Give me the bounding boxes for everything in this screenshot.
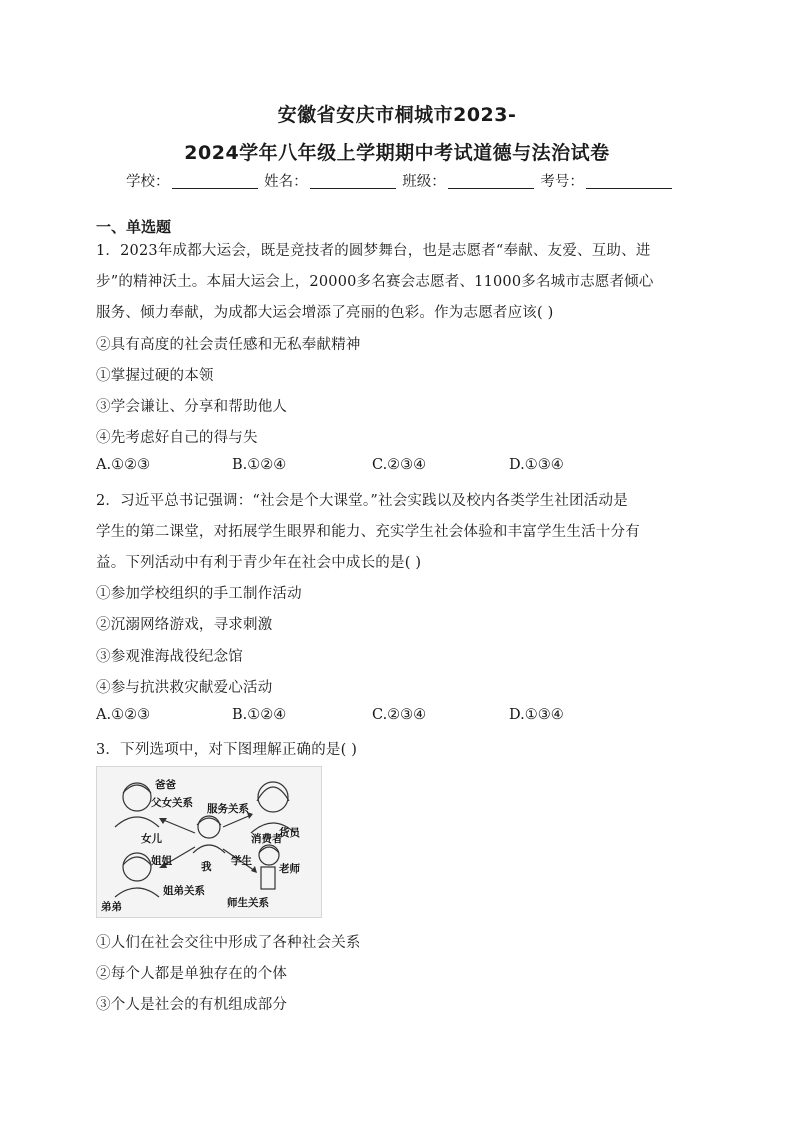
class-label: 班级：: [402, 174, 446, 190]
fig-label-me: 我: [201, 861, 212, 873]
me-figure: [198, 816, 220, 838]
q1-stem-line: 服务、倾力奉献，为成都大运会增添了亮丽的色彩。作为志愿者应该( ): [96, 305, 554, 321]
q2-stem-line: 学生的第二课堂，对拓展学生眼界和能力、充实学生社会体验和丰富学生生活十分有: [96, 524, 640, 540]
q2-option-b[interactable]: B.①②④: [232, 707, 287, 723]
q1-item: ②具有高度的社会责任感和无私奉献精神: [96, 337, 361, 353]
q1-option-c[interactable]: C.②③④: [372, 457, 427, 473]
q3-item: ②每个人都是单独存在的个体: [96, 966, 288, 982]
class-blank[interactable]: [448, 188, 534, 189]
fig-label-brother: 弟弟: [101, 901, 122, 913]
fig-label-sister: 姐姐: [151, 855, 172, 867]
fig-label-student: 学生: [231, 855, 252, 867]
q3-item: ③个人是社会的有机组成部分: [96, 997, 288, 1013]
q1-option-a[interactable]: A.①②③: [96, 457, 151, 473]
fig-label-dad: 爸爸: [155, 779, 176, 791]
q2-stem-line: 2．习近平总书记强调：“社会是个大课堂。”社会实践以及校内各类学生社团活动是: [96, 493, 628, 509]
q1-option-b[interactable]: B.①②④: [232, 457, 287, 473]
exam-title-line-2: 2024学年八年级上学期期中考试道德与法治试卷: [184, 142, 610, 164]
school-label: 学校：: [126, 174, 170, 190]
student-info-row: [126, 170, 686, 191]
fig-label-teacher: 老师: [279, 863, 300, 875]
exam-title-line-1: 安徽省安庆市桐城市2023-: [277, 104, 517, 126]
social-relations-figure: [96, 766, 322, 918]
q1-item: ④先考虑好自己的得与失: [96, 430, 258, 446]
dad-figure: [123, 783, 151, 811]
q2-option-a[interactable]: A.①②③: [96, 707, 151, 723]
exam-number-label: 考号：: [540, 174, 584, 190]
fig-label-service: 服务关系: [207, 803, 249, 815]
q2-option-d[interactable]: D.①③④: [509, 707, 564, 723]
q3-item: ①人们在社会交往中形成了各种社会关系: [96, 935, 361, 951]
q1-item: ③学会谦让、分享和帮助他人: [96, 399, 288, 415]
name-blank[interactable]: [310, 188, 396, 189]
fig-label-teacher-student: 师生关系: [227, 897, 269, 909]
school-blank[interactable]: [172, 188, 258, 189]
q3-stem-line: 3．下列选项中，对下图理解正确的是( ): [96, 742, 358, 758]
q2-item: ③参观淮海战役纪念馆: [96, 649, 243, 665]
name-label: 姓名：: [264, 174, 308, 190]
q2-item: ②沉溺网络游戏，寻求刺激: [96, 617, 273, 633]
q2-item: ①参加学校组织的手工制作活动: [96, 586, 302, 602]
q1-option-d[interactable]: D.①③④: [509, 457, 564, 473]
q2-stem-line: 益。下列活动中有利于青少年在社会中成长的是( ): [96, 555, 422, 571]
q1-stem-line: 1．2023年成都大运会，既是竞技者的圆梦舞台，也是志愿者“奉献、友爱、互助、进: [96, 243, 651, 259]
teacher-figure: [259, 845, 279, 865]
fig-label-clerk: 货员: [279, 827, 300, 839]
fig-label-father-daughter: 父女关系: [151, 797, 193, 809]
q2-option-c[interactable]: C.②③④: [372, 707, 427, 723]
fig-label-consumer: 消费者: [251, 833, 283, 845]
section-heading: 一、单选题: [96, 218, 172, 236]
figure-drawing: [97, 767, 321, 917]
q2-item: ④参与抗洪救灾献爱心活动: [96, 680, 273, 696]
exam-number-blank[interactable]: [586, 188, 672, 189]
q1-stem-line: 步”的精神沃土。本届大运会上，20000多名赛会志愿者、11000多名城市志愿者倾心: [96, 274, 654, 290]
fig-label-daughter: 女儿: [141, 833, 162, 845]
fig-label-siblings: 姐弟关系: [163, 885, 205, 897]
q1-item: ①掌握过硬的本领: [96, 368, 214, 384]
